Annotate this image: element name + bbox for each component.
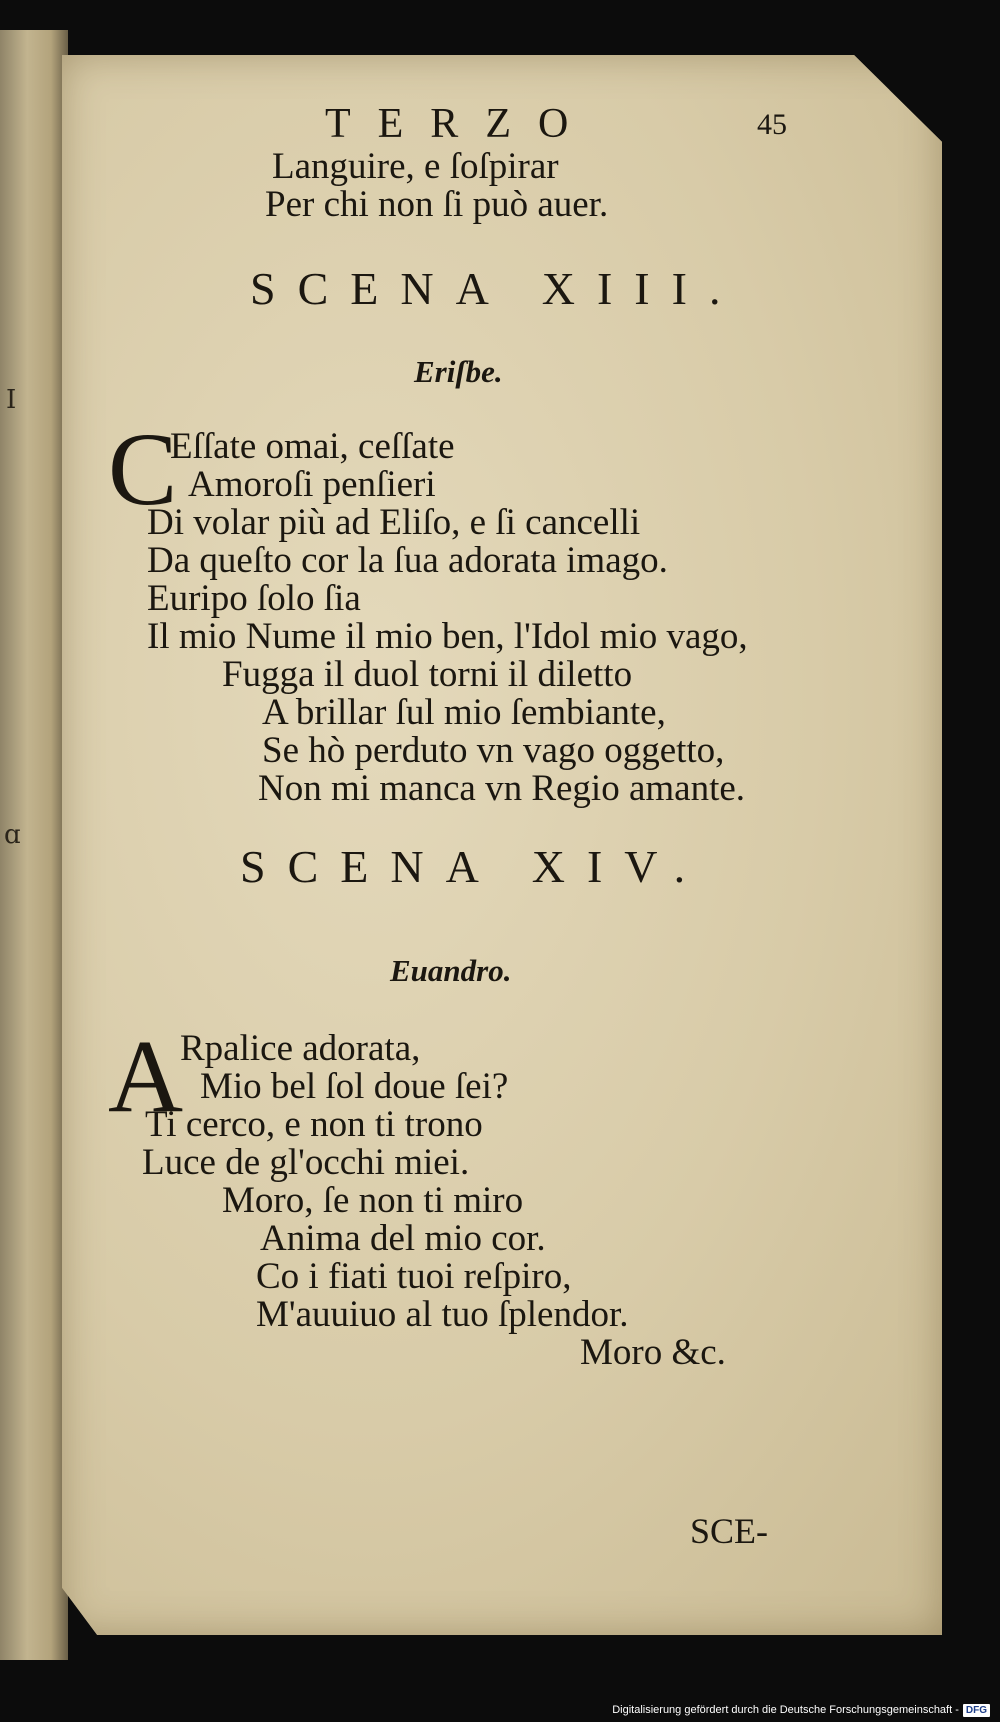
scene-heading: SCENA XIV. [240,841,708,892]
spine-show-through-mark: I [6,385,17,415]
verse-line: Moro, ſe non ti miro [222,1180,524,1221]
verse-line: Se hò perduto vn vago oggetto, [262,730,725,771]
verse-line: Co i fiati tuoi reſpiro, [256,1256,572,1297]
verse-line: Eſſate omai, ceſſate [170,426,455,467]
spine-show-through-mark: ɑ [4,820,21,850]
running-head: TERZO [325,101,596,147]
verse-line: Languire, e ſoſpirar [272,146,559,187]
scene-heading: SCENA XIII. [250,263,743,314]
verse-line: Moro &c. [580,1332,726,1373]
verse-line: Da queſto cor la ſua adorata imago. [147,540,668,581]
footer-text: Digitalisierung gefördert durch die Deutsche Forschungsgemeinschaft - [612,1704,959,1716]
drop-capital: A [108,1019,184,1134]
digitization-footer [612,1700,990,1720]
verse-line: Amoroſi penſieri [188,464,436,505]
verse-line: Fugga il duol torni il diletto [222,654,633,695]
speaker-name: Euandro. [390,953,512,988]
dfg-logo: DFG [963,1704,990,1717]
verse-line: Mio bel ſol doue ſei? [200,1066,509,1107]
verse-line: Di volar più ad Eliſo, e ſi cancelli [147,502,641,543]
speaker-name: Eriſbe. [414,354,503,389]
verse-line: M'auuiuo al tuo ſplendor. [256,1294,629,1335]
verse-line: Euripo ſolo ſia [147,578,361,619]
book-spine-edge [0,30,68,1660]
verse-line: Luce de gl'occhi miei. [142,1142,470,1183]
verse-line: Anima del mio cor. [260,1218,546,1259]
catchword: SCE- [690,1511,769,1551]
verse-line: Non mi manca vn Regio amante. [258,768,746,809]
verse-line: A brillar ſul mio ſembiante, [262,692,666,733]
drop-capital: C [108,412,178,527]
verse-line: Ti cerco, e non ti trono [145,1104,483,1145]
verse-line: Il mio Nume il mio ben, l'Idol mio vago, [147,616,748,657]
verse-line: Per chi non ſi può auer. [265,184,609,225]
verse-line: Rpalice adorata, [180,1028,421,1069]
page-number: 45 [757,108,787,141]
